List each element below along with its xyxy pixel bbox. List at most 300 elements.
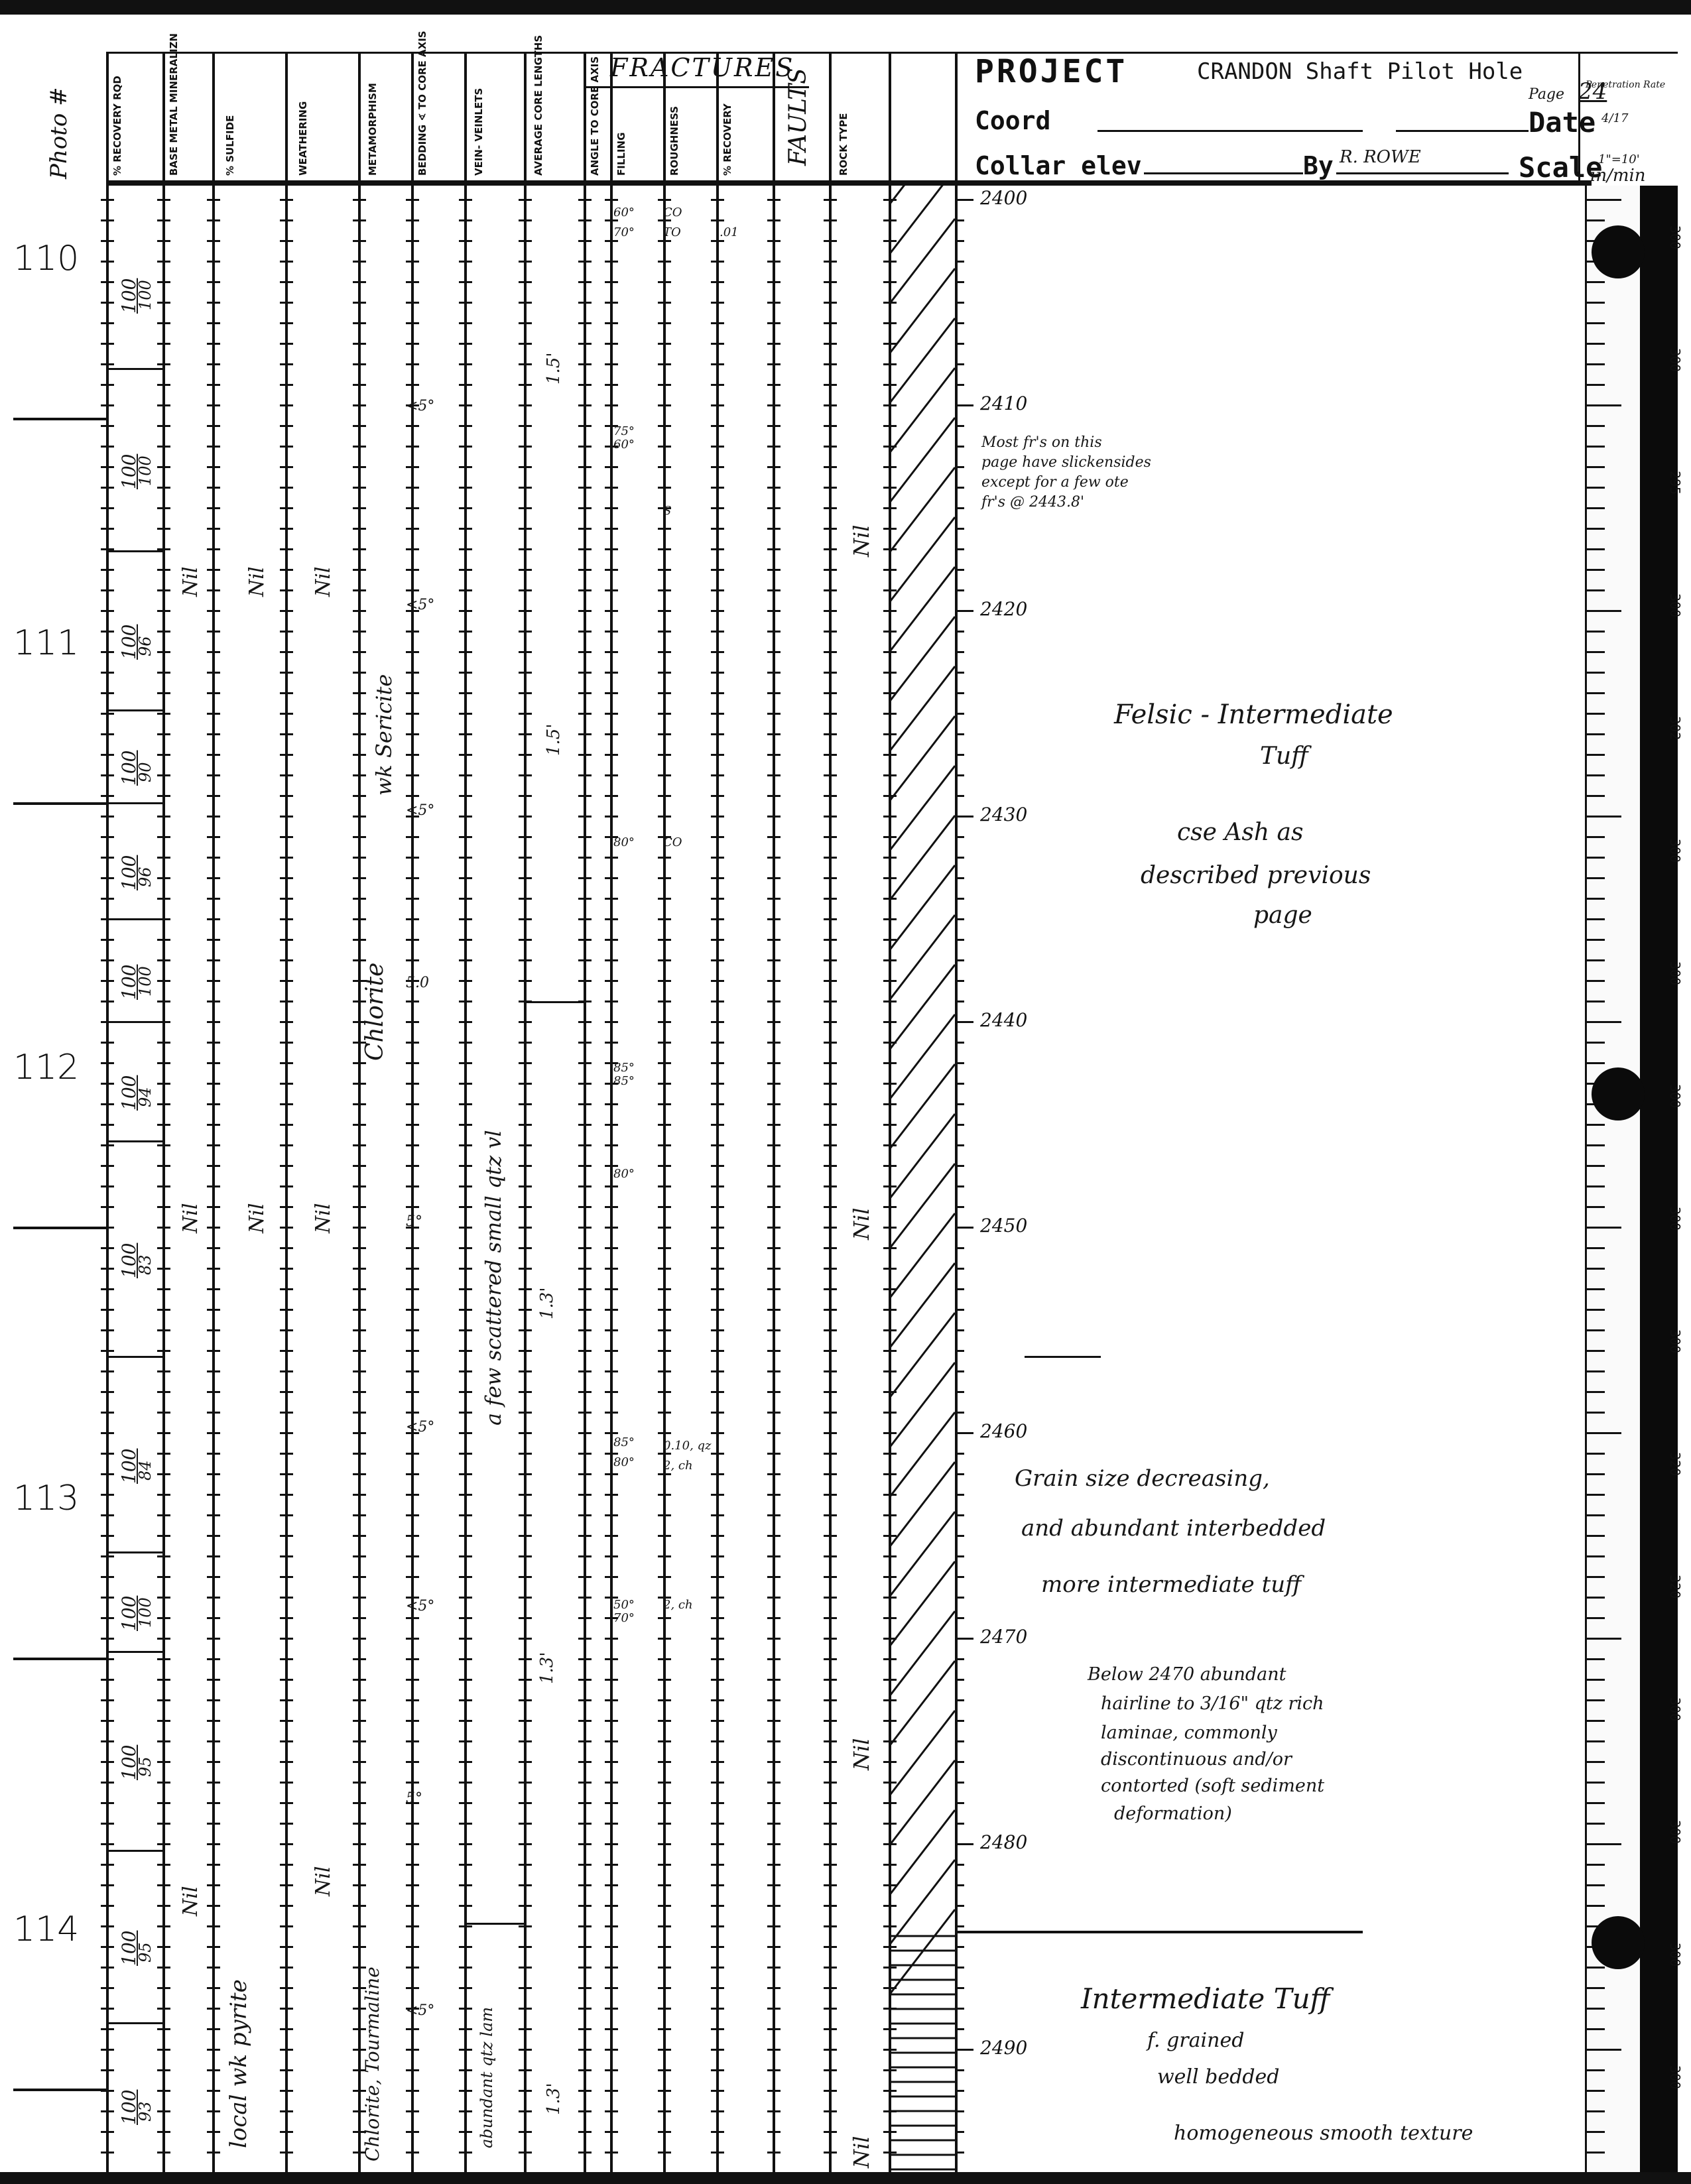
tick-mark bbox=[101, 672, 114, 674]
tick-mark bbox=[767, 1555, 781, 1557]
depth-tick bbox=[955, 1247, 964, 1249]
tick-mark bbox=[519, 1514, 532, 1516]
tick-mark bbox=[280, 1227, 293, 1229]
tick-mark bbox=[605, 610, 618, 612]
tick-mark bbox=[519, 507, 532, 509]
tick-mark bbox=[280, 1740, 293, 1742]
tick-mark bbox=[459, 1925, 472, 1927]
tick-mark bbox=[605, 548, 618, 550]
tick-mark bbox=[711, 1062, 724, 1064]
tick-mark bbox=[767, 1597, 781, 1599]
tick-mark bbox=[767, 1740, 781, 1742]
tick-mark bbox=[658, 939, 671, 941]
tick-mark bbox=[459, 1103, 472, 1105]
tick-mark bbox=[280, 1987, 293, 1989]
tick-mark bbox=[605, 384, 618, 386]
tick-mark bbox=[767, 1062, 781, 1064]
fracture-fill: 2, ch bbox=[663, 1598, 693, 1612]
tick-mark bbox=[207, 528, 220, 530]
tick-mark bbox=[207, 2049, 220, 2051]
depth-tick bbox=[955, 1432, 973, 1434]
tick-mark bbox=[459, 816, 472, 818]
depth-tick bbox=[955, 1782, 964, 1784]
tick-mark bbox=[101, 939, 114, 941]
tick-mark bbox=[658, 713, 671, 715]
tick-mark bbox=[711, 2008, 724, 2010]
tick-mark bbox=[101, 1884, 114, 1886]
tick-mark bbox=[101, 1042, 114, 1044]
hatch-line bbox=[889, 1810, 955, 1896]
tick-mark bbox=[280, 733, 293, 735]
tick-mark bbox=[280, 281, 293, 283]
hatch-line bbox=[889, 1611, 955, 1697]
tick-mark bbox=[767, 322, 781, 324]
tick-mark bbox=[280, 384, 293, 386]
tick-mark bbox=[578, 2049, 592, 2051]
tick-mark bbox=[578, 1946, 592, 1948]
tick-mark bbox=[658, 1473, 671, 1475]
tick-mark bbox=[658, 672, 671, 674]
hatch-line bbox=[889, 219, 955, 305]
tick-mark bbox=[157, 1309, 170, 1311]
tick-mark bbox=[459, 1987, 472, 1989]
tick-mark bbox=[824, 1555, 837, 1557]
photo-divider bbox=[13, 2089, 106, 2091]
tick-mark bbox=[711, 1884, 724, 1886]
tick-mark bbox=[459, 1329, 472, 1331]
tick-mark bbox=[157, 569, 170, 571]
tick-mark bbox=[280, 1309, 293, 1311]
avg-core-note: 1.3' bbox=[537, 1652, 557, 1684]
tick-mark bbox=[353, 1740, 366, 1742]
tick-mark bbox=[207, 2131, 220, 2133]
tick-mark bbox=[824, 1658, 837, 1660]
tick-mark bbox=[711, 219, 724, 221]
tick-mark bbox=[353, 261, 366, 263]
tick-mark bbox=[459, 1042, 472, 1044]
tick-mark bbox=[578, 692, 592, 694]
tick-mark bbox=[353, 219, 366, 221]
tick-mark bbox=[711, 2090, 724, 2092]
punch-hole bbox=[1592, 225, 1645, 278]
depth-tick bbox=[955, 240, 964, 242]
tick-mark bbox=[459, 2152, 472, 2154]
tick-mark bbox=[353, 322, 366, 324]
tick-mark bbox=[824, 384, 837, 386]
tick-mark bbox=[824, 836, 837, 838]
tick-mark bbox=[353, 1514, 366, 1516]
depth-tick bbox=[955, 959, 964, 961]
tick-mark bbox=[353, 1432, 366, 1434]
tick-mark bbox=[157, 610, 170, 612]
tick-mark bbox=[519, 1391, 532, 1393]
tick-mark bbox=[157, 1165, 170, 1167]
tick-mark bbox=[658, 1679, 671, 1681]
tick-mark bbox=[157, 1001, 170, 1002]
tick-mark bbox=[353, 1370, 366, 1372]
tick-mark bbox=[101, 1576, 114, 1578]
tick-mark bbox=[767, 281, 781, 283]
depth-tick bbox=[955, 651, 964, 653]
tick-mark bbox=[459, 487, 472, 489]
tick-mark bbox=[406, 569, 419, 571]
tick-mark bbox=[605, 1905, 618, 1907]
tick-mark bbox=[658, 1206, 671, 1208]
tick-mark bbox=[280, 1535, 293, 1537]
rqd-value: 94 bbox=[136, 1087, 155, 1107]
depth-tick bbox=[955, 774, 964, 776]
tick-mark bbox=[519, 1843, 532, 1845]
tick-mark bbox=[767, 857, 781, 859]
tick-mark bbox=[658, 1124, 671, 1126]
tick-mark bbox=[519, 1268, 532, 1270]
tick-mark bbox=[578, 1823, 592, 1825]
log-tick-label: 300 bbox=[1667, 1820, 1683, 1845]
tick-mark bbox=[406, 1350, 419, 1352]
recovery-value: 100 bbox=[118, 1744, 140, 1780]
tick-mark bbox=[101, 302, 114, 304]
tick-mark bbox=[207, 754, 220, 756]
tick-mark bbox=[824, 1864, 837, 1866]
log-tick-label: 300 bbox=[1667, 2065, 1683, 2090]
tick-mark bbox=[207, 1864, 220, 1866]
tick-mark bbox=[519, 1309, 532, 1311]
depth-label: 2410 bbox=[980, 393, 1028, 414]
tick-mark bbox=[207, 384, 220, 386]
tick-mark bbox=[767, 425, 781, 427]
tick-mark bbox=[658, 589, 671, 591]
tick-mark bbox=[519, 425, 532, 427]
tick-mark bbox=[519, 795, 532, 797]
tick-mark bbox=[459, 672, 472, 674]
tick-mark bbox=[207, 1576, 220, 1578]
tick-mark bbox=[207, 2069, 220, 2071]
coord-label: Coord bbox=[975, 106, 1051, 135]
tick-mark bbox=[767, 240, 781, 242]
depth-tick bbox=[955, 1412, 964, 1414]
tick-mark bbox=[605, 1699, 618, 1701]
tick-mark bbox=[101, 240, 114, 242]
depth-tick bbox=[955, 733, 964, 735]
tick-mark bbox=[605, 1679, 618, 1681]
tick-mark bbox=[101, 1144, 114, 1146]
tick-mark bbox=[711, 1494, 724, 1496]
tick-mark bbox=[605, 795, 618, 797]
tick-mark bbox=[767, 219, 781, 221]
depth-tick bbox=[955, 672, 964, 674]
tick-mark bbox=[353, 302, 366, 304]
tick-mark bbox=[207, 1042, 220, 1044]
column-divider bbox=[663, 53, 666, 2172]
tick-mark bbox=[578, 2152, 592, 2154]
tick-mark bbox=[280, 1473, 293, 1475]
tick-mark bbox=[519, 610, 532, 612]
log-tick bbox=[1585, 857, 1605, 859]
tick-mark bbox=[406, 1453, 419, 1455]
unit-contact-2 bbox=[955, 1931, 1363, 1933]
tick-mark bbox=[459, 1761, 472, 1763]
fracture-fill: 2, ch bbox=[663, 1459, 693, 1473]
tick-mark bbox=[711, 343, 724, 345]
tick-mark bbox=[711, 1124, 724, 1126]
depth-tick bbox=[955, 281, 964, 283]
tick-mark bbox=[280, 1946, 293, 1948]
tick-mark bbox=[578, 2110, 592, 2112]
tick-mark bbox=[605, 1042, 618, 1044]
tick-mark bbox=[353, 446, 366, 448]
bedding-note: <5° bbox=[406, 2002, 435, 2019]
tick-mark bbox=[605, 672, 618, 674]
log-tick bbox=[1585, 1021, 1621, 1023]
tick-mark bbox=[519, 1288, 532, 1290]
tick-mark bbox=[353, 1473, 366, 1475]
tick-mark bbox=[280, 1432, 293, 1434]
tick-mark bbox=[207, 1288, 220, 1290]
tick-mark bbox=[459, 1514, 472, 1516]
log-tick bbox=[1585, 1597, 1605, 1599]
tick-mark bbox=[101, 1555, 114, 1557]
tick-mark bbox=[578, 281, 592, 283]
tick-mark bbox=[157, 199, 170, 201]
tick-mark bbox=[519, 343, 532, 345]
tick-mark bbox=[207, 1925, 220, 1927]
tick-mark bbox=[157, 261, 170, 263]
log-tick bbox=[1585, 1535, 1605, 1537]
tick-mark bbox=[101, 1823, 114, 1825]
tick-mark bbox=[459, 548, 472, 550]
tick-mark bbox=[767, 651, 781, 653]
coord-field-2 bbox=[1396, 130, 1529, 132]
tick-mark bbox=[406, 548, 419, 550]
tick-mark bbox=[711, 2028, 724, 2030]
tick-mark bbox=[207, 1514, 220, 1516]
tick-mark bbox=[207, 1617, 220, 1619]
below-line-3: laminae, commonly bbox=[1101, 1723, 1277, 1743]
tick-mark bbox=[767, 1658, 781, 1660]
tick-mark bbox=[767, 507, 781, 509]
fracture-angle: 50° bbox=[613, 1598, 635, 1612]
tick-mark bbox=[353, 1905, 366, 1907]
depth-tick bbox=[955, 2008, 964, 2010]
tick-mark bbox=[459, 343, 472, 345]
tick-mark bbox=[157, 1946, 170, 1948]
unit1-desc-2: described previous bbox=[1141, 862, 1371, 889]
tick-mark bbox=[767, 1329, 781, 1331]
depth-tick bbox=[955, 425, 964, 427]
hatch-line bbox=[889, 517, 955, 603]
tick-mark bbox=[578, 1864, 592, 1866]
column-divider bbox=[584, 53, 586, 2172]
tick-mark bbox=[767, 959, 781, 961]
tick-mark bbox=[280, 404, 293, 406]
log-tick bbox=[1585, 1001, 1605, 1002]
tick-mark bbox=[824, 219, 837, 221]
photo-divider bbox=[13, 1227, 106, 1229]
tick-mark bbox=[824, 774, 837, 776]
tick-mark bbox=[280, 1782, 293, 1784]
tick-mark bbox=[101, 1350, 114, 1352]
tick-mark bbox=[207, 1206, 220, 1208]
tick-mark bbox=[711, 1740, 724, 1742]
hatch-line bbox=[889, 617, 955, 703]
tick-mark bbox=[207, 959, 220, 961]
log-tick bbox=[1585, 959, 1605, 961]
depth-tick bbox=[955, 898, 964, 900]
tick-mark bbox=[605, 240, 618, 242]
tick-mark bbox=[459, 692, 472, 694]
tick-mark bbox=[767, 1987, 781, 1989]
tick-mark bbox=[767, 1638, 781, 1640]
tick-mark bbox=[280, 343, 293, 345]
tick-mark bbox=[711, 2110, 724, 2112]
grain-line-3: more intermediate tuff bbox=[1041, 1571, 1302, 1598]
tick-mark bbox=[280, 692, 293, 694]
tick-mark bbox=[207, 1124, 220, 1126]
photo-number-label: Photo # bbox=[46, 87, 72, 179]
tick-mark bbox=[605, 322, 618, 324]
depth-tick bbox=[955, 836, 964, 838]
depth-tick bbox=[955, 1165, 964, 1167]
tick-mark bbox=[280, 2069, 293, 2071]
tick-mark bbox=[578, 1761, 592, 1763]
tick-mark bbox=[157, 651, 170, 653]
tick-mark bbox=[767, 631, 781, 633]
depth-tick bbox=[955, 1350, 964, 1352]
tick-mark bbox=[767, 1350, 781, 1352]
depth-tick bbox=[955, 754, 964, 756]
tick-mark bbox=[519, 384, 532, 386]
tick-mark bbox=[824, 302, 837, 304]
log-tick bbox=[1585, 754, 1605, 756]
tick-mark bbox=[767, 2090, 781, 2092]
tick-mark bbox=[406, 1761, 419, 1763]
tick-mark bbox=[459, 1905, 472, 1907]
tick-mark bbox=[824, 1062, 837, 1064]
depth-tick bbox=[955, 2049, 973, 2051]
hatch-line bbox=[889, 1263, 955, 1349]
tick-mark bbox=[658, 1288, 671, 1290]
tick-mark bbox=[157, 1987, 170, 1989]
tick-mark bbox=[157, 877, 170, 879]
tick-mark bbox=[824, 1576, 837, 1578]
tick-mark bbox=[280, 1083, 293, 1085]
tick-mark bbox=[711, 631, 724, 633]
tick-mark bbox=[658, 281, 671, 283]
rqd-value: 95 bbox=[136, 1942, 155, 1963]
tick-mark bbox=[711, 240, 724, 242]
tick-mark bbox=[207, 219, 220, 221]
tick-mark bbox=[459, 1946, 472, 1948]
tick-mark bbox=[406, 2110, 419, 2112]
tick-mark bbox=[767, 1185, 781, 1187]
tick-mark bbox=[280, 446, 293, 448]
tick-mark bbox=[406, 281, 419, 283]
tick-mark bbox=[406, 219, 419, 221]
tick-mark bbox=[658, 651, 671, 653]
tick-mark bbox=[824, 898, 837, 900]
tick-mark bbox=[658, 1699, 671, 1701]
tick-mark bbox=[578, 1699, 592, 1701]
depth-tick bbox=[955, 1144, 964, 1146]
tick-mark bbox=[658, 1021, 671, 1023]
tick-mark bbox=[459, 877, 472, 879]
depth-tick bbox=[955, 610, 973, 612]
log-tick bbox=[1585, 425, 1605, 427]
tick-mark bbox=[824, 1247, 837, 1249]
tick-mark bbox=[157, 1884, 170, 1886]
tick-mark bbox=[207, 1946, 220, 1948]
column-divider bbox=[716, 53, 719, 2172]
tick-mark bbox=[824, 425, 837, 427]
tick-mark bbox=[767, 2028, 781, 2030]
tick-mark bbox=[101, 569, 114, 571]
tick-mark bbox=[101, 1967, 114, 1969]
depth-tick bbox=[955, 1699, 964, 1701]
tick-mark bbox=[767, 446, 781, 448]
tick-mark bbox=[101, 1329, 114, 1331]
tick-mark bbox=[605, 1864, 618, 1866]
log-tick-label: 300 bbox=[1667, 1697, 1683, 1722]
tick-mark bbox=[406, 425, 419, 427]
tick-mark bbox=[207, 1823, 220, 1825]
tick-mark bbox=[157, 1062, 170, 1064]
depth-tick bbox=[955, 1576, 964, 1578]
tick-mark bbox=[658, 1144, 671, 1146]
tick-mark bbox=[519, 1042, 532, 1044]
tick-mark bbox=[824, 980, 837, 982]
tick-mark bbox=[519, 918, 532, 920]
tick-mark bbox=[711, 589, 724, 591]
tick-mark bbox=[406, 672, 419, 674]
tick-mark bbox=[101, 651, 114, 653]
tick-mark bbox=[658, 302, 671, 304]
column-header-pct_recovery: % RECOVERY bbox=[721, 103, 733, 176]
tick-mark bbox=[767, 1412, 781, 1414]
tick-mark bbox=[767, 2131, 781, 2133]
tick-mark bbox=[353, 733, 366, 735]
log-tick bbox=[1585, 1679, 1605, 1681]
tick-mark bbox=[824, 2090, 837, 2092]
bedding-note: 5° bbox=[406, 1213, 422, 1230]
tick-mark bbox=[280, 959, 293, 961]
tick-mark bbox=[578, 487, 592, 489]
tick-mark bbox=[157, 1905, 170, 1907]
run-divider bbox=[106, 918, 164, 920]
rqd-value: 100 bbox=[136, 279, 155, 310]
depth-tick bbox=[955, 918, 964, 920]
tick-mark bbox=[578, 898, 592, 900]
tick-mark bbox=[605, 2049, 618, 2051]
tick-mark bbox=[353, 1617, 366, 1619]
depth-tick bbox=[955, 2090, 964, 2092]
tick-mark bbox=[578, 836, 592, 838]
hatch-line bbox=[889, 766, 955, 852]
tick-mark bbox=[101, 1103, 114, 1105]
column-header-vein: VEIN- VEINLETS bbox=[473, 88, 485, 176]
tick-mark bbox=[711, 1617, 724, 1619]
tick-mark bbox=[658, 1412, 671, 1414]
fracture-angle: 80° bbox=[613, 1455, 635, 1469]
depth-tick bbox=[955, 1555, 964, 1557]
tick-mark bbox=[353, 1638, 366, 1640]
log-tick bbox=[1585, 2131, 1605, 2133]
tick-mark bbox=[578, 1720, 592, 1722]
recovery-value: 100 bbox=[118, 1930, 140, 1966]
recovery-value: 100 bbox=[118, 2089, 140, 2125]
tick-mark bbox=[280, 1001, 293, 1002]
tick-mark bbox=[605, 1412, 618, 1414]
photo-number: 113 bbox=[13, 1479, 80, 1518]
